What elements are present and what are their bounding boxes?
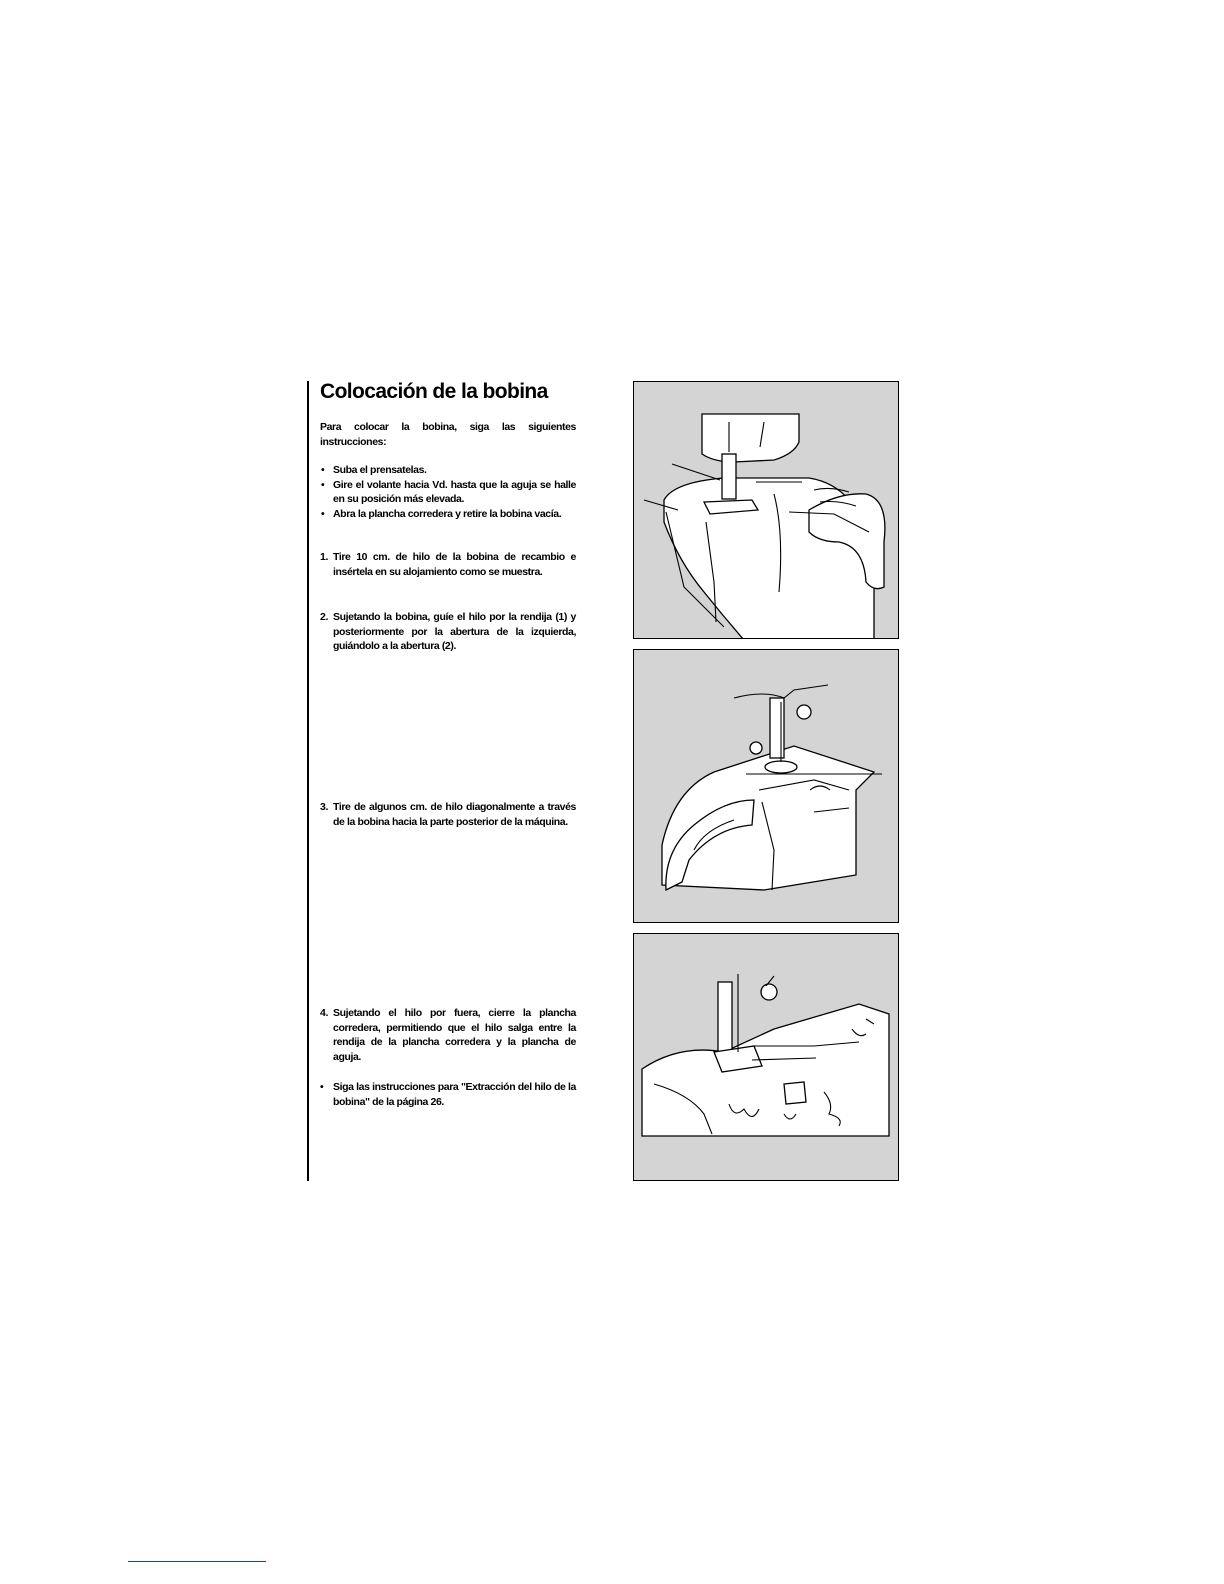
figure-insert-bobbin [633,381,899,639]
footer-rule [128,1561,266,1562]
step-text: Tire 10 cm. de hilo de la bobina de recambio e insértela en su alojamiento como se muestra. [333,551,576,578]
step-text: Sujetando la bobina, guíe el hilo por la rendija (1) y posteriormente por la abertura de la izquierda, guiándolo a la abertura (2). [333,611,576,652]
figure-close-slide-plate [633,933,899,1181]
preparation-list [320,463,576,521]
sewing-machine-illustration [634,650,899,923]
preparation-item: • Abra la plancha corredera y retire la bobina vacía. [320,507,576,522]
margin-rule [307,381,309,1181]
section-title: Colocación de la bobina [320,380,548,403]
step-3 [320,800,576,829]
step-number: 3. [320,801,328,813]
reference-note [320,1080,576,1109]
step-2 [320,610,576,654]
sewing-machine-illustration [634,382,899,639]
step-number: 2. [320,611,328,623]
step-4 [320,1006,576,1064]
step-text: Tire de algunos cm. de hilo diagonalmente a través de la bobina hacia la parte posterior de la máquina. [333,801,576,828]
sewing-machine-illustration [634,934,899,1181]
preparation-item: • Gire el volante hacia Vd. hasta que la aguja se halle en su posición más elevada. [320,478,576,507]
preparation-item: • Suba el prensatelas. [320,463,576,478]
step-text: Sujetando el hilo por fuera, cierre la plancha corredera, permitiendo que el hilo salga entre la rendija de la plancha corredera y la plancha de aguja. [333,1007,576,1063]
intro-paragraph: Para colocar la bobina, siga las siguientes instrucciones: [320,421,576,448]
note-bullet: • [320,1081,324,1093]
step-1 [320,550,576,579]
note-text: Siga las instrucciones para "Extracción del hilo de la bobina" de la página 26. [333,1081,576,1108]
figure-guide-thread [633,649,899,923]
step-number: 4. [320,1007,328,1019]
step-number: 1. [320,551,328,563]
